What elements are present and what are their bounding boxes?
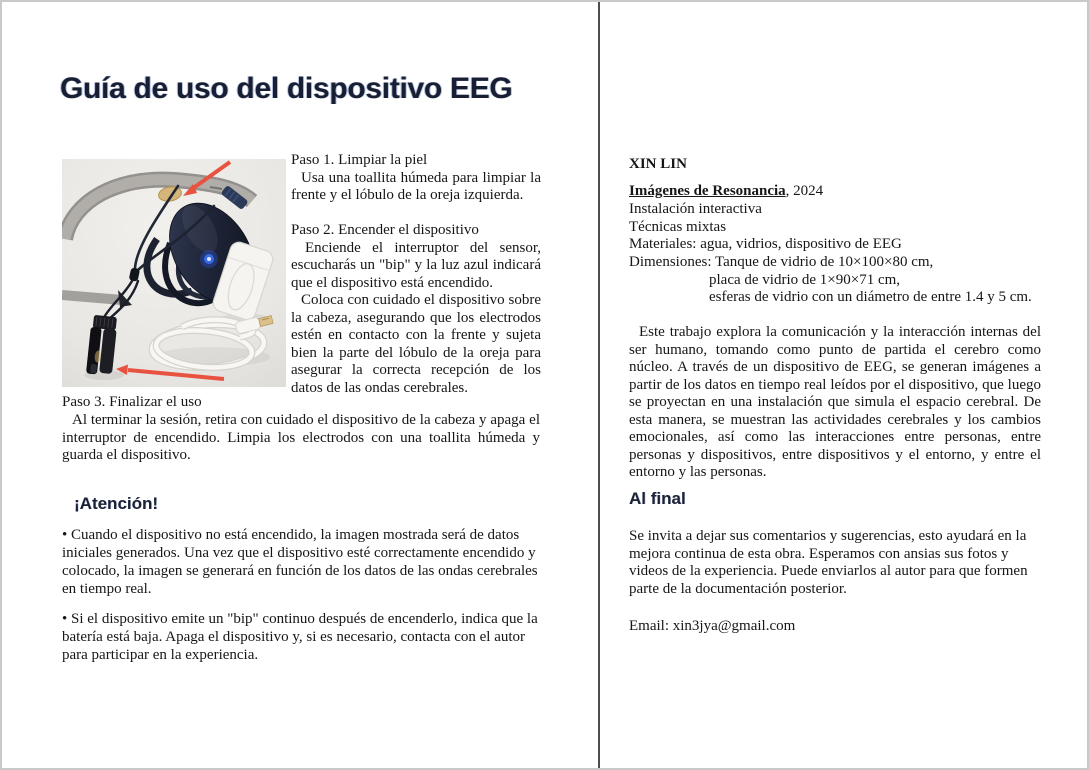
final-body: Se invita a dejar sus comentarios y sugerencias, esto ayudará en la mejora continua de esta obra. Esperamos con ansias sus fotos y videos de la experiencia. Puede enviarlos al autor para que formen parte de la documentación posterior.	[629, 528, 1028, 597]
work-title-line	[629, 183, 823, 201]
attention-bullet-2: • Si el dispositivo emite un "bip" continuo después de encenderlo, indica que la batería está baja. Apaga el dispositivo y, si es necesario, contacta con el autor para participar en la experiencia.	[62, 611, 538, 663]
work-title: Imágenes de Resonancia	[629, 183, 786, 199]
dimensions-line: Dimensiones: Tanque de vidrio de 10×100×80 cm,	[629, 254, 934, 270]
attention-bullet-1: • Cuando el dispositivo no está encendido, la imagen mostrada será de datos iniciales generados. Una vez que el dispositivo esté correctamente encendido y colocado, la imagen se generará en función de los datos de las ondas cerebrales en tiempo real.	[62, 527, 538, 597]
step3-body: Al terminar la sesión, retira con cuidado el dispositivo de la cabeza y apaga el interruptor de encendido. Limpia los electrodos con una toallita húmeda y guarda el dispositivo.	[62, 411, 540, 464]
steps-column	[291, 152, 541, 397]
attention-heading: ¡Atención!	[74, 494, 159, 513]
step2-heading: Paso 2. Encender el dispositivo	[291, 222, 479, 238]
work-year: , 2024	[785, 183, 824, 199]
device-photo	[62, 159, 286, 387]
detail-line: Materiales: agua, vidrios, dispositivo de EEG	[629, 236, 902, 252]
detail-line: Técnicas mixtas	[629, 218, 727, 235]
contact-email: Email: xin3jya@gmail.com	[629, 618, 796, 634]
work-description: Este trabajo explora la comunicación y la interacción internas del ser humano, tomando como punto de partida el cerebro como núcleo. A través de un dispositivo de EEG, se generan imágenes a partir de los datos en tiempo real leídos por el dispositivo, que luego se proyectan en una instalación que simula el espacio cerebral. De esta manera, se muestran las actividades cerebrales y los cambios emocionales, así como las interacciones entre personas, entre personas y dispositivos, entre dispositivos y el entorno, y entre el entorno y las personas.	[629, 324, 1041, 480]
artist-name: XIN LIN	[629, 156, 687, 172]
work-dimensions	[629, 254, 1041, 307]
dimensions-line: placa de vidrio de 1×90×71 cm,	[709, 271, 901, 288]
eeg-device-photo-illustration	[62, 159, 286, 387]
step3-block	[62, 394, 540, 465]
dimensions-line: esferas de vidrio con un diámetro de entre 1.4 y 5 cm.	[709, 289, 1032, 305]
page-divider	[598, 2, 600, 768]
step2-body: Enciende el interruptor del sensor, escucharás un "bip" y la luz azul indicará que el dispositivo está encendido.	[291, 239, 541, 291]
page-title: Guía de uso del dispositivo EEG	[60, 72, 513, 105]
work-details	[629, 201, 1039, 254]
step1-body: Usa una toallita húmeda para limpiar la frente y el lóbulo de la oreja izquierda.	[291, 169, 541, 203]
step1-heading: Paso 1. Limpiar la piel	[291, 152, 428, 168]
step3-heading: Paso 3. Finalizar el uso	[62, 394, 202, 410]
blue-led	[200, 250, 218, 268]
detail-line: Instalación interactiva	[629, 201, 762, 217]
final-heading: Al final	[629, 489, 686, 508]
step2-body2: Coloca con cuidado el dispositivo sobre la cabeza, asegurando que los electrodos estén en contacto con la frente y sujeta bien la parte del lóbulo de la oreja para asegurar la correcta recepción de los datos de las ondas cerebrales.	[291, 292, 541, 396]
